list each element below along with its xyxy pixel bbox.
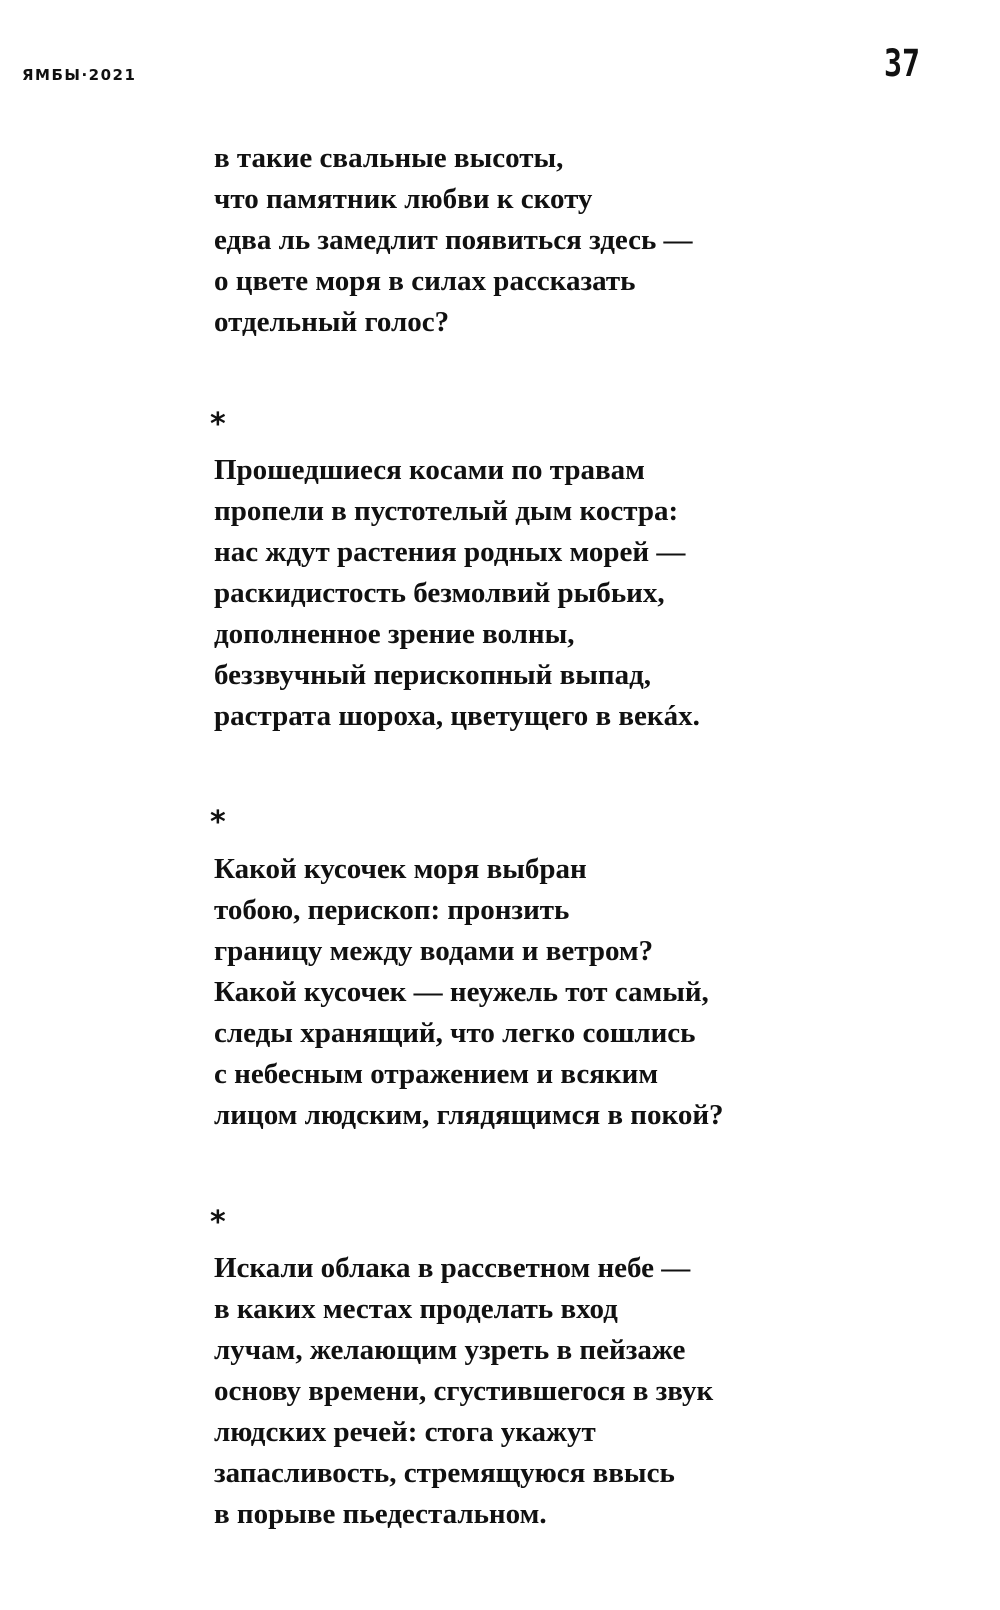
- poem-line: дополненное зрение волны,: [214, 618, 575, 650]
- poem-line: Искали облака в рассветном небе —: [214, 1252, 691, 1284]
- poem-line: с небесным отражением и всяким: [214, 1058, 659, 1090]
- poem-line: беззвучный перископный выпад,: [214, 659, 652, 691]
- poem-line: растрата шороха, цветущего в вeкáх.: [214, 700, 700, 732]
- poem-line: запасливость, стремящуюся ввысь: [214, 1457, 675, 1489]
- poem-line: в порыве пьедестальном.: [214, 1498, 547, 1530]
- running-head: ЯМБЫ·2021: [22, 66, 137, 84]
- poem-line: тобою, перископ: пронзить: [214, 894, 570, 926]
- poem-line: следы хранящий, что легко сошлись: [214, 1017, 696, 1049]
- poem-line: что памятник любви к скоту: [214, 183, 593, 215]
- poem-line: Прошедшиеся косами по травам: [214, 454, 645, 486]
- poem-line: лучам, желающим узреть в пейзаже: [214, 1334, 686, 1366]
- stanza-4: [214, 1248, 814, 1535]
- poem-line: отдельный голос?: [214, 306, 450, 338]
- poem-line: лицом людским, глядящимся в покой?: [214, 1099, 724, 1131]
- poem-line: людских речей: стога укажут: [214, 1416, 596, 1448]
- poem-line: о цвете моря в силах рассказать: [214, 265, 636, 297]
- poem-line: Какой кусочек моря выбран: [214, 853, 587, 885]
- poem-line: в такие свальные высоты,: [214, 142, 564, 174]
- poem-line: границу между водами и ветром?: [214, 935, 654, 967]
- stanza-separator: *: [210, 407, 226, 442]
- stanza-2: [214, 450, 814, 737]
- page-number: 37: [884, 42, 921, 86]
- stanza-3: [214, 849, 814, 1136]
- poem-line: нас ждут растения родных морей —: [214, 536, 686, 568]
- poem-line: пропели в пустотелый дым костра:: [214, 495, 679, 527]
- poem-line: в каких местах проделать вход: [214, 1293, 618, 1325]
- poem-line: раскидистость безмолвий рыбьих,: [214, 577, 665, 609]
- poem-line: основу времени, сгустившегося в звук: [214, 1375, 714, 1407]
- stanza-separator: *: [210, 805, 226, 840]
- poem-line: Какой кусочек — неужель тот самый,: [214, 976, 709, 1008]
- poem-line: едва ль замедлит появиться здесь —: [214, 224, 693, 256]
- stanza-1: [214, 138, 814, 343]
- stanza-separator: *: [210, 1205, 226, 1240]
